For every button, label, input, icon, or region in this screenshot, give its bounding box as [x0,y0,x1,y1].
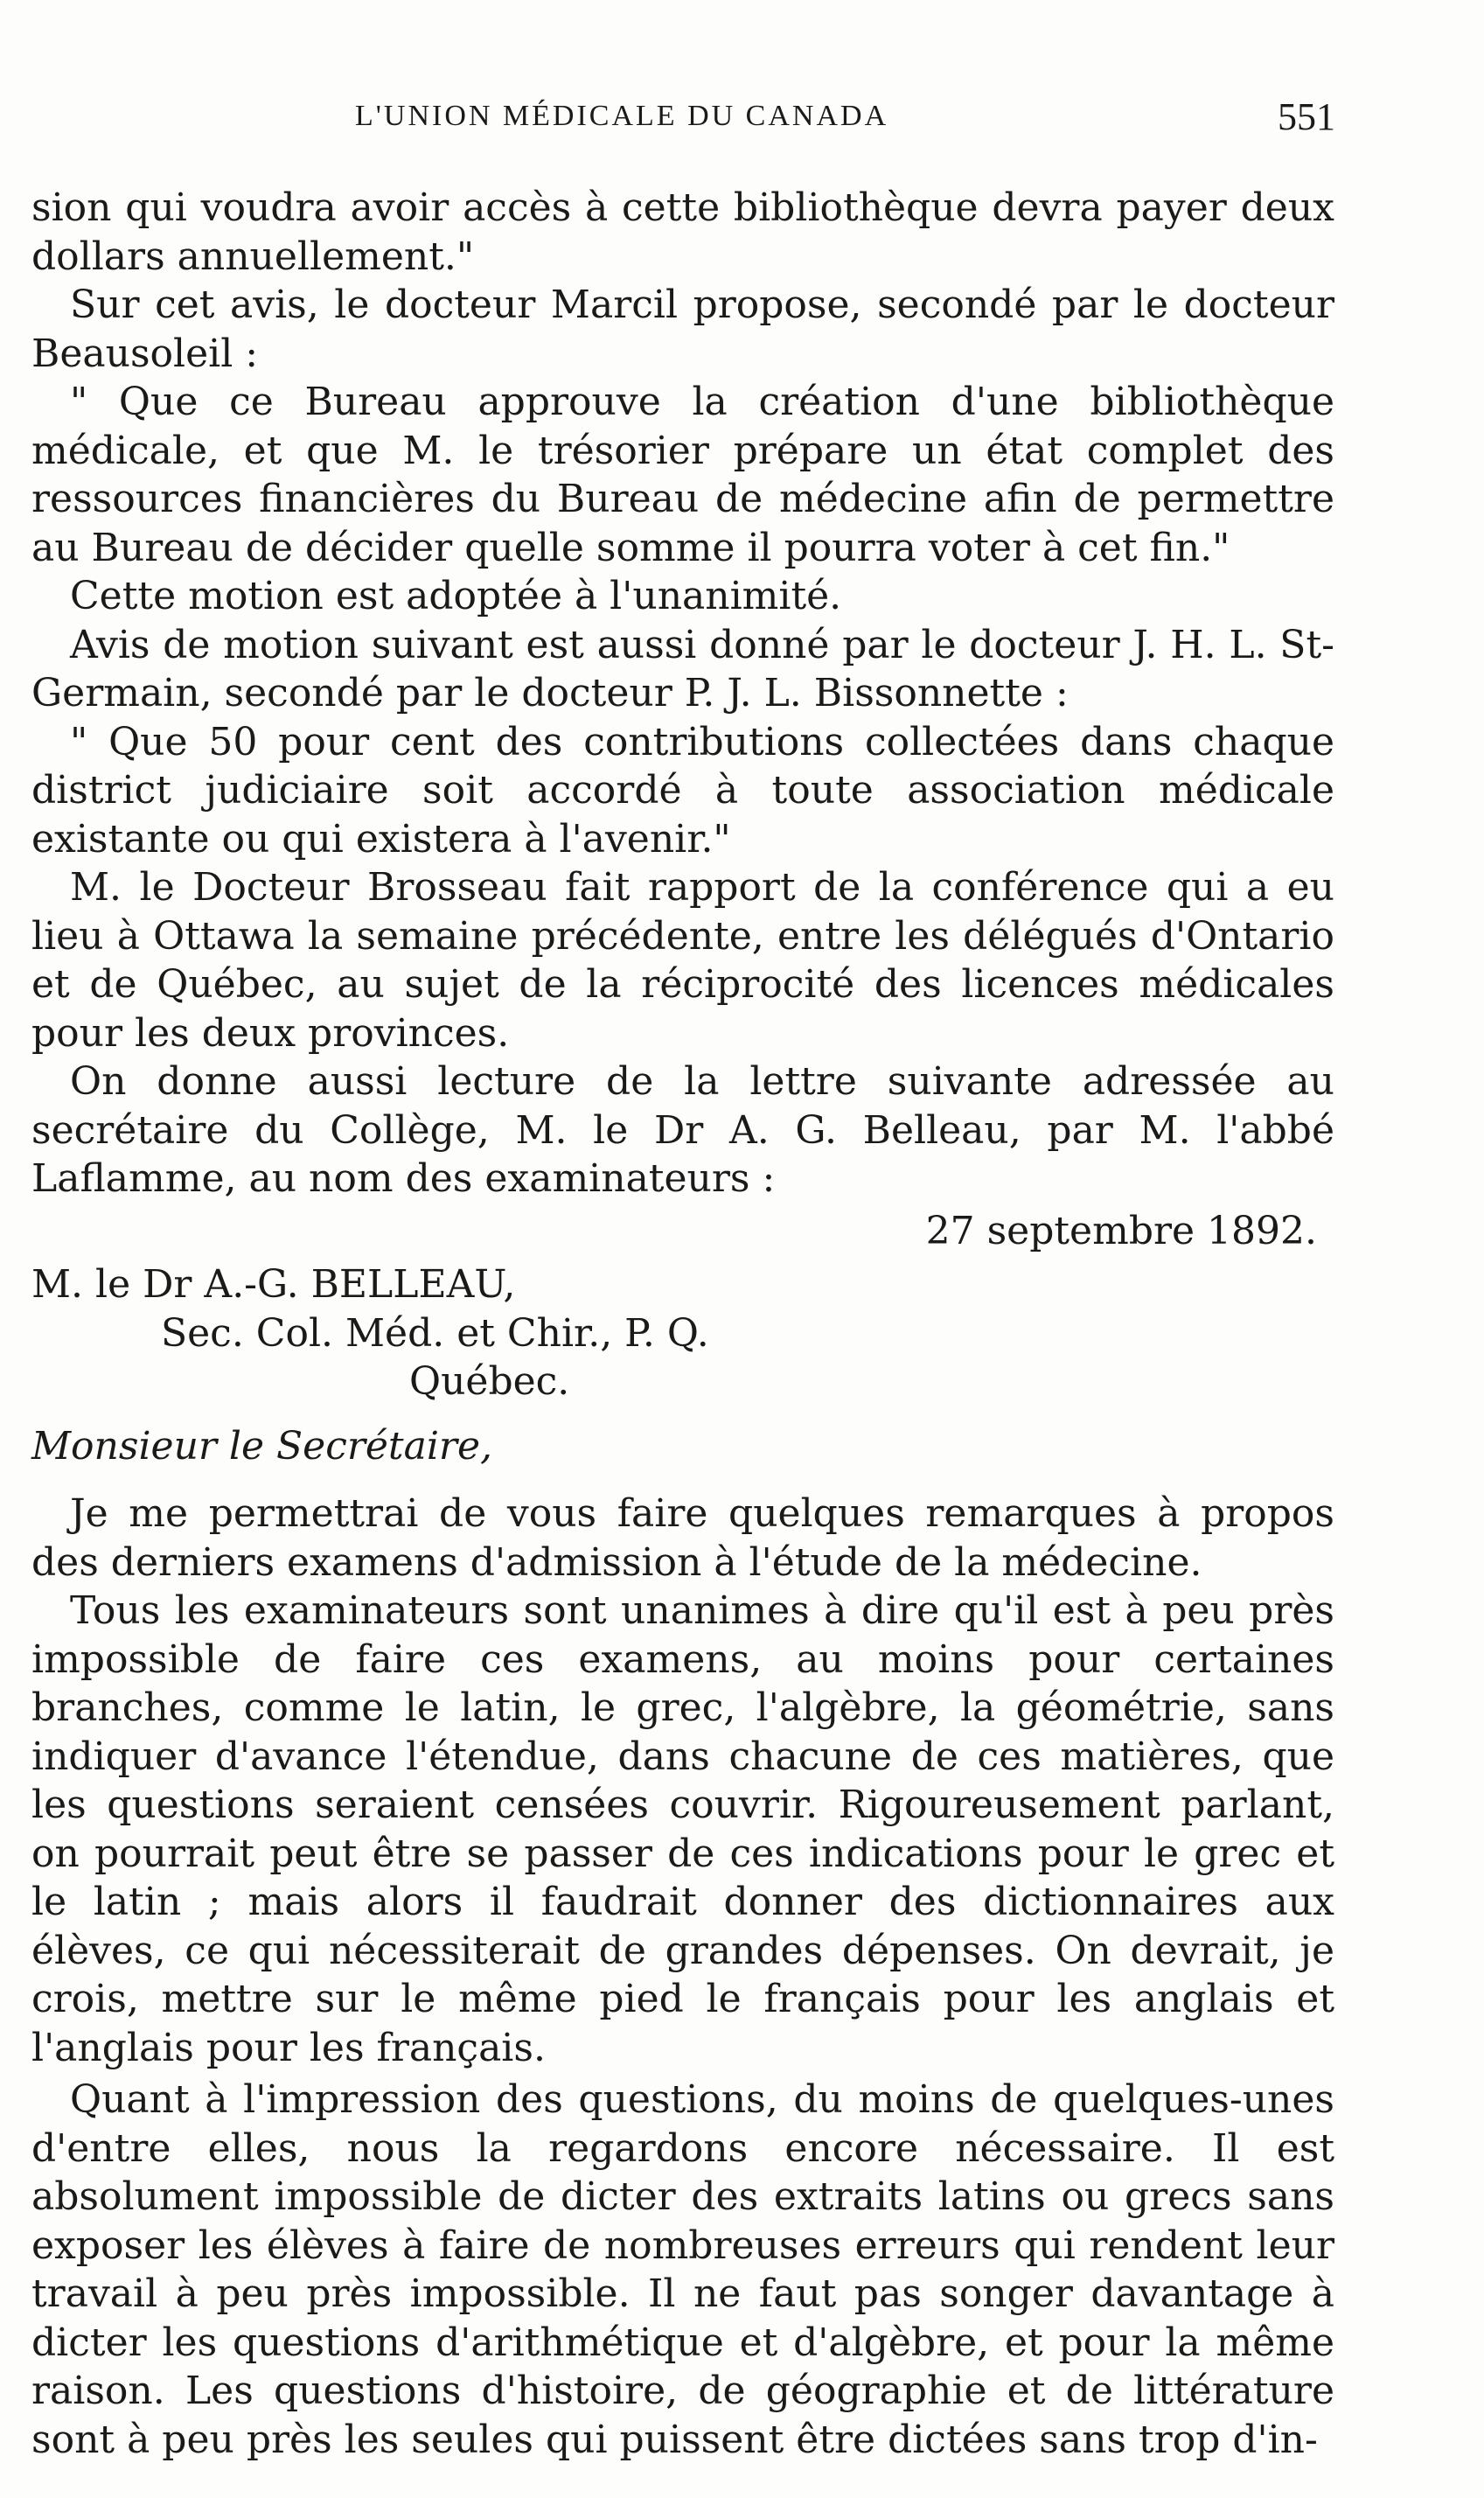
letter-addressee-title: Sec. Col. Méd. et Chir., P. Q. [161,1310,709,1356]
paragraph-brosseau-report: M. le Docteur Brosseau fait rapport de la conférence qui a eu lieu à Ottawa la semaine précédente, entre les délégués d'Ontario et de Québec, au sujet de la réciprocité des licences médicales pour les deux provinces. [31,865,1334,1056]
paragraph-continuation: sion qui voudra avoir accès à cette bibliothèque devra payer deux dollars annuellement." [31,185,1334,279]
page-number: 551 [1278,95,1335,138]
page-body [31,184,1334,2464]
letter-paragraph-printing: Quant à l'impression des questions, du moins de quelques-unes d'entre elles, nous la regardons encore nécessaire. Il est absolument impossible de dicter des extraits latins ou grecs sans exposer les élèves à faire de nombreuses erreurs qui rendent leur travail à peu près impossible. Il ne faut pas songer davantage à dicter les questions d'arithmétique et d'algèbre, et pour la même raison. Les questions d'histoire, de géographie et de littérature sont à peu près les seules qui puissent être dictées sans trop d'in- [31,2077,1334,2462]
paragraph-notice-of-motion: Avis de motion suivant est aussi donné par le docteur J. H. L. St-Germain, secondé par le docteur P. J. L. Bissonnette : [31,622,1334,715]
letter-salutation: Monsieur le Secrétaire, [31,1423,492,1469]
letter-paragraph-examiners: Tous les examinateurs sont unanimes à dire qu'il est à peu près impossible de faire ces examens, au moins pour certaines branches, comme le latin, le grec, l'algèbre, la géométrie, sans indiquer d'avance l'étendue, dans chacune de ces matières, que les questions seraient censées couvrir. Rigoureusement parlant, on pourrait peut être se passer de ces indications pour le grec et le latin ; mais alors il faudrait donner des dictionnaires aux élèves, ce qui nécessiterait de grandes dépenses. On devrait, je crois, mettre sur le même pied le français pour les anglais et l'anglais pour les français. [31,1588,1334,2070]
letter-paragraph-remarks: Je me permettrai de vous faire quelques remarques à propos des derniers examens d'admission à l'étude de la médecine. [31,1491,1334,1585]
paragraph-letter-intro: On donne aussi lecture de la lettre suivante adressée au secrétaire du Collège, M. le Dr A. G. Belleau, par M. l'abbé Laflamme, au nom des examinateurs : [31,1059,1334,1201]
page-header [31,94,1335,147]
letter-addressee-name: M. le Dr A.-G. BELLEAU, [31,1262,516,1307]
running-head: L'UNION MÉDICALE DU CANADA [355,100,889,132]
paragraph-quote-contributions: " Que 50 pour cent des contributions collectées dans chaque district judiciaire soit accordé à toute association médicale existante ou qui existera à l'avenir." [31,719,1334,862]
letter-date: 27 septembre 1892. [925,1208,1317,1253]
paragraph-motion-marcil: Sur cet avis, le docteur Marcil propose, secondé par le docteur Beausoleil : [31,283,1334,376]
letter-addressee-city: Québec. [409,1359,570,1404]
paragraph-quote-library: " Que ce Bureau approuve la création d'une bibliothèque médicale, et que M. le trésorier prépare un état complet des ressources financières du Bureau de médecine afin de permettre au Bureau de décider quelle somme il pourra voter à cet fin." [31,380,1334,570]
paragraph-adoption: Cette motion est adoptée à l'unanimité. [70,574,842,618]
